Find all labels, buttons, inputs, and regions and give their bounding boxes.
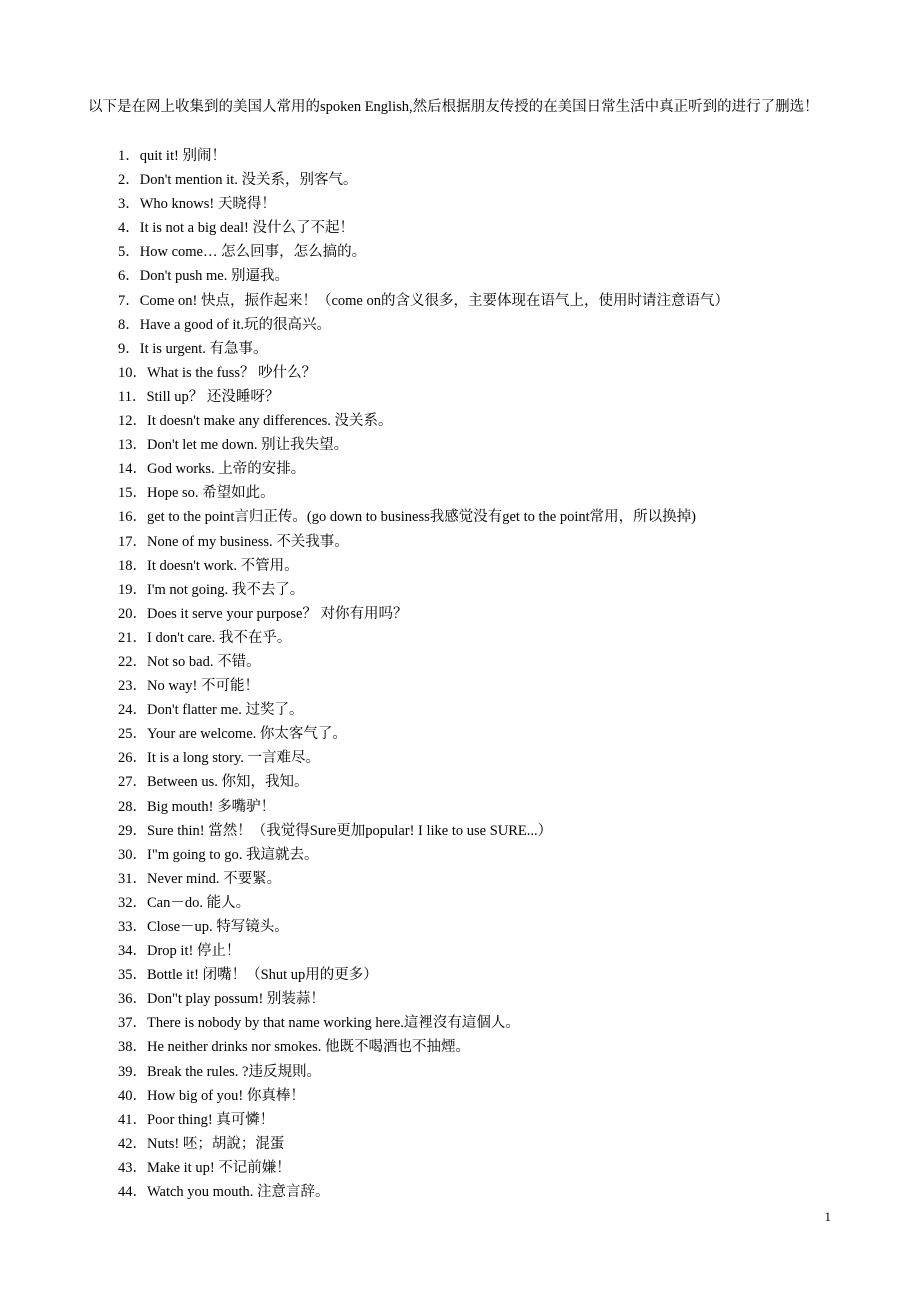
list-item: 3．Who knows! 天晓得！ bbox=[118, 196, 276, 213]
list-item: 5．How come… 怎么回事，怎么搞的。 bbox=[118, 244, 367, 261]
list-item: 38．He neither drinks nor smokes. 他既不喝酒也不抽煙。 bbox=[118, 1039, 470, 1056]
list-item: 21．I don't care. 我不在乎。 bbox=[118, 629, 292, 646]
list-item: 33．Close－up. 特写镜头。 bbox=[118, 919, 289, 935]
list-item: 10．What is the fuss？ 吵什么？ bbox=[118, 364, 317, 381]
list-item: 6．Don't push me. 别逼我。 bbox=[118, 268, 289, 285]
page-number: 1 bbox=[824, 1209, 831, 1224]
list-item: 18．It doesn't work. 不管用。 bbox=[118, 557, 299, 574]
list-item: 13．Don't let me down. 别让我失望。 bbox=[118, 437, 349, 454]
list-item: 12．It doesn't make any differences. 没关系。 bbox=[118, 413, 393, 430]
list-item: 37．There is nobody by that name working here.這裡沒有這個人。 bbox=[118, 1015, 520, 1032]
list-item: 39．Break the rules. ?违反規則。 bbox=[118, 1063, 321, 1080]
phrase-list bbox=[118, 144, 858, 1204]
list-item: 32．Can－do. 能人。 bbox=[118, 894, 251, 911]
list-item: 20．Does it serve your purpose？ 对你有用吗？ bbox=[118, 605, 408, 622]
list-item: 36．Don"t play possum! 别装蒜！ bbox=[118, 991, 325, 1008]
list-item: 31．Never mind. 不要緊。 bbox=[118, 870, 282, 887]
list-item: 23．No way! 不可能！ bbox=[118, 678, 259, 695]
list-item: 7．Come on! 快点，振作起来！（come on的含义很多，主要体现在语气上，使用时请注意语气） bbox=[118, 292, 729, 309]
list-item: 19．I'm not going. 我不去了。 bbox=[118, 581, 305, 598]
intro-paragraph: 以下是在网上收集到的美国人常用的spoken English,然后根据朋友传授的在美国日常生活中真正听到的进行了删选！ bbox=[88, 99, 819, 115]
list-item: 29．Sure thin! 當然！（我觉得Sure更加popular! I like to use SURE...） bbox=[118, 822, 553, 839]
list-item: 27．Between us. 你知，我知。 bbox=[118, 774, 309, 791]
list-item: 16．get to the point言归正传。(go down to business我感觉没有get to the point常用，所以换掉) bbox=[118, 509, 696, 526]
list-item: 25．Your are welcome. 你太客气了。 bbox=[118, 726, 347, 743]
list-item: 24．Don't flatter me. 过奖了。 bbox=[118, 702, 304, 719]
list-item: 41．Poor thing! 真可憐！ bbox=[118, 1111, 275, 1128]
list-item: 42．Nuts! 呸；胡說；混蛋 bbox=[118, 1135, 285, 1152]
list-item: 30．I"m going to go. 我這就去。 bbox=[118, 846, 319, 863]
list-item: 35．Bottle it! 闭嘴！（Shut up用的更多） bbox=[118, 967, 378, 984]
list-item: 1．quit it! 别闹！ bbox=[118, 148, 226, 164]
list-item: 17．None of my business. 不关我事。 bbox=[118, 533, 349, 550]
list-item: 8．Have a good of it.玩的很高兴。 bbox=[118, 316, 332, 333]
list-item: 44．Watch you mouth. 注意言辞。 bbox=[118, 1184, 330, 1201]
list-item: 4．It is not a big deal! 没什么了不起！ bbox=[118, 220, 354, 237]
list-item: 15．Hope so. 希望如此。 bbox=[118, 485, 275, 502]
list-item: 28．Big mouth! 多嘴驴！ bbox=[118, 798, 276, 815]
list-item: 22．Not so bad. 不错。 bbox=[118, 653, 261, 670]
list-item: 26．It is a long story. 一言难尽。 bbox=[118, 750, 321, 767]
list-item: 2．Don't mention it. 没关系，别客气。 bbox=[118, 172, 358, 189]
list-item: 11．Still up？ 还没睡呀？ bbox=[118, 388, 280, 405]
list-item: 34．Drop it! 停止！ bbox=[118, 943, 241, 960]
list-item: 43．Make it up! 不记前嫌！ bbox=[118, 1159, 291, 1176]
list-item: 9．It is urgent. 有急事。 bbox=[118, 340, 268, 357]
list-item: 14．God works. 上帝的安排。 bbox=[118, 461, 306, 478]
list-item: 40．How big of you! 你真棒！ bbox=[118, 1087, 305, 1104]
